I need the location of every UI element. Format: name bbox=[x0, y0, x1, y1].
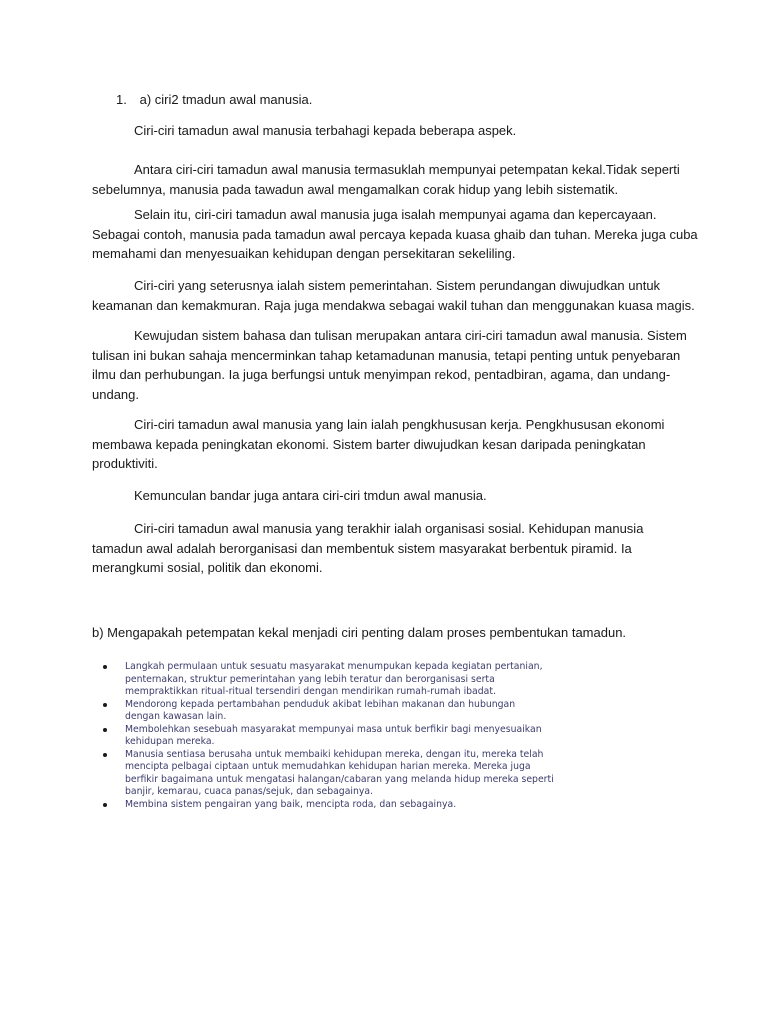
paragraph-line: Selain itu, ciri-ciri tamadun awal manusia juga isalah mempunyai agama dan kepercayaan. bbox=[134, 207, 657, 222]
paragraph-religion bbox=[92, 205, 698, 264]
paragraph-social bbox=[92, 519, 678, 578]
list-number: 1. bbox=[116, 92, 127, 107]
list-item bbox=[103, 749, 583, 799]
paragraph-intro bbox=[92, 121, 678, 141]
bullet-icon bbox=[103, 728, 107, 732]
paragraph-line: merangkumi sosial, politik dan ekonomi. bbox=[92, 560, 323, 575]
paragraph-line: keamanan dan kemakmuran. Raja juga mendakwa sebagai wakil tuhan dan menggunakan kuasa magis. bbox=[92, 297, 695, 313]
paragraph-line: tulisan ini bukan sahaja mencerminkan tahap ketamadunan manusia, tetapi penting untuk penyebaran bbox=[92, 347, 681, 363]
list-item bbox=[103, 724, 583, 749]
paragraph-writing bbox=[92, 326, 687, 404]
bullet-icon bbox=[103, 665, 107, 669]
bullet-line: Langkah permulaan untuk sesuatu masyarakat menumpukan kepada kegiatan pertanian, bbox=[125, 661, 543, 672]
bullet-line: kehidupan mereka. bbox=[125, 736, 215, 747]
list-item bbox=[103, 699, 583, 724]
paragraph-cities bbox=[92, 486, 678, 506]
paragraph-line: ilmu dan perhubungan. Ia juga berfungsi untuk menyimpan rekod, pentadbiran, agama, dan undang- bbox=[92, 367, 671, 382]
bullet-line: Mendorong kepada pertambahan penduduk akibat lebihan makanan dan hubungan bbox=[125, 698, 516, 710]
bullet-line: mempraktikkan ritual-ritual tersendiri dengan mendirikan rumah-rumah ibadat. bbox=[125, 686, 496, 697]
list-item bbox=[103, 799, 583, 812]
bullet-line: Membolehkan sesebuah masyarakat mempunyai masa untuk berfikir bagi menyesuaikan bbox=[125, 723, 542, 735]
bullet-icon bbox=[103, 703, 107, 707]
paragraph-line: Antara ciri-ciri tamadun awal manusia termasuklah mempunyai petempatan kekal.Tidak seperti bbox=[134, 162, 680, 177]
bullet-icon bbox=[103, 803, 107, 807]
paragraph-line: Ciri-ciri tamadun awal manusia terbahagi kepada beberapa aspek. bbox=[134, 123, 517, 138]
question-b-heading: b) Mengapakah petempatan kekal menjadi ciri penting dalam proses pembentukan tamadun. bbox=[92, 625, 627, 640]
paragraph-line: Ciri-ciri yang seterusnya ialah sistem pemerintahan. Sistem perundangan diwujudkan untuk bbox=[134, 278, 661, 293]
paragraph-line: undang. bbox=[92, 386, 139, 402]
question-a-heading bbox=[116, 92, 312, 108]
bullet-line: Manusia sentiasa berusaha untuk membaiki kehidupan mereka, dengan itu, mereka telah bbox=[125, 748, 544, 760]
bullet-line: banjir, kemarau, cuaca panas/sejuk, dan sebagainya. bbox=[125, 786, 374, 797]
paragraph-line: Kewujudan sistem bahasa dan tulisan merupakan antara ciri-ciri tamadun awal manusia. Sistem bbox=[134, 328, 687, 343]
list-item bbox=[103, 661, 583, 699]
paragraph-line: Ciri-ciri tamadun awal manusia yang lain ialah pengkhususan kerja. Pengkhususan ekonomi bbox=[134, 417, 665, 432]
paragraph-specialization bbox=[92, 415, 678, 474]
paragraph-line: Ciri-ciri tamadun awal manusia yang terakhir ialah organisasi sosial. Kehidupan manusia bbox=[134, 521, 644, 536]
paragraph-settlement bbox=[92, 160, 678, 199]
bullet-line: mencipta pelbagai ciptaan untuk memudahkan kehidupan harian mereka. Mereka juga bbox=[125, 761, 531, 772]
paragraph-line: Sebagai contoh, manusia pada tamadun awal percaya kepada kuasa ghaib dan tuhan. Mereka juga cuba bbox=[92, 226, 698, 242]
bullet-list bbox=[103, 661, 583, 811]
bullet-line: dengan kawasan lain. bbox=[125, 711, 227, 722]
bullet-line: berfikir bagaimana untuk mengatasi halangan/cabaran yang melanda hidup mereka seperti bbox=[125, 773, 554, 785]
paragraph-line: Kemunculan bandar juga antara ciri-ciri tmdun awal manusia. bbox=[134, 488, 487, 503]
question-a-title: a) ciri2 tmadun awal manusia. bbox=[139, 92, 313, 107]
paragraph-line: produktiviti. bbox=[92, 456, 158, 471]
paragraph-line: memahami dan menyesuaikan kehidupan dengan persekitaran sekeliling. bbox=[92, 246, 516, 261]
bullet-icon bbox=[103, 753, 107, 757]
bullet-line: penternakan, struktur pemerintahan yang lebih teratur dan berorganisasi serta bbox=[125, 673, 495, 685]
paragraph-line: membawa kepada peningkatan ekonomi. Sistem barter diwujudkan kesan daripada peningkatan bbox=[92, 436, 646, 452]
paragraph-line: tamadun awal adalah berorganisasi dan membentuk sistem masyarakat berbentuk piramid. Ia bbox=[92, 540, 632, 556]
bullet-line: Membina sistem pengairan yang baik, mencipta roda, dan sebagainya. bbox=[125, 798, 457, 810]
paragraph-line: sebelumnya, manusia pada tawadun awal mengamalkan corak hidup yang lebih sistematik. bbox=[92, 181, 619, 197]
paragraph-government bbox=[92, 276, 695, 315]
